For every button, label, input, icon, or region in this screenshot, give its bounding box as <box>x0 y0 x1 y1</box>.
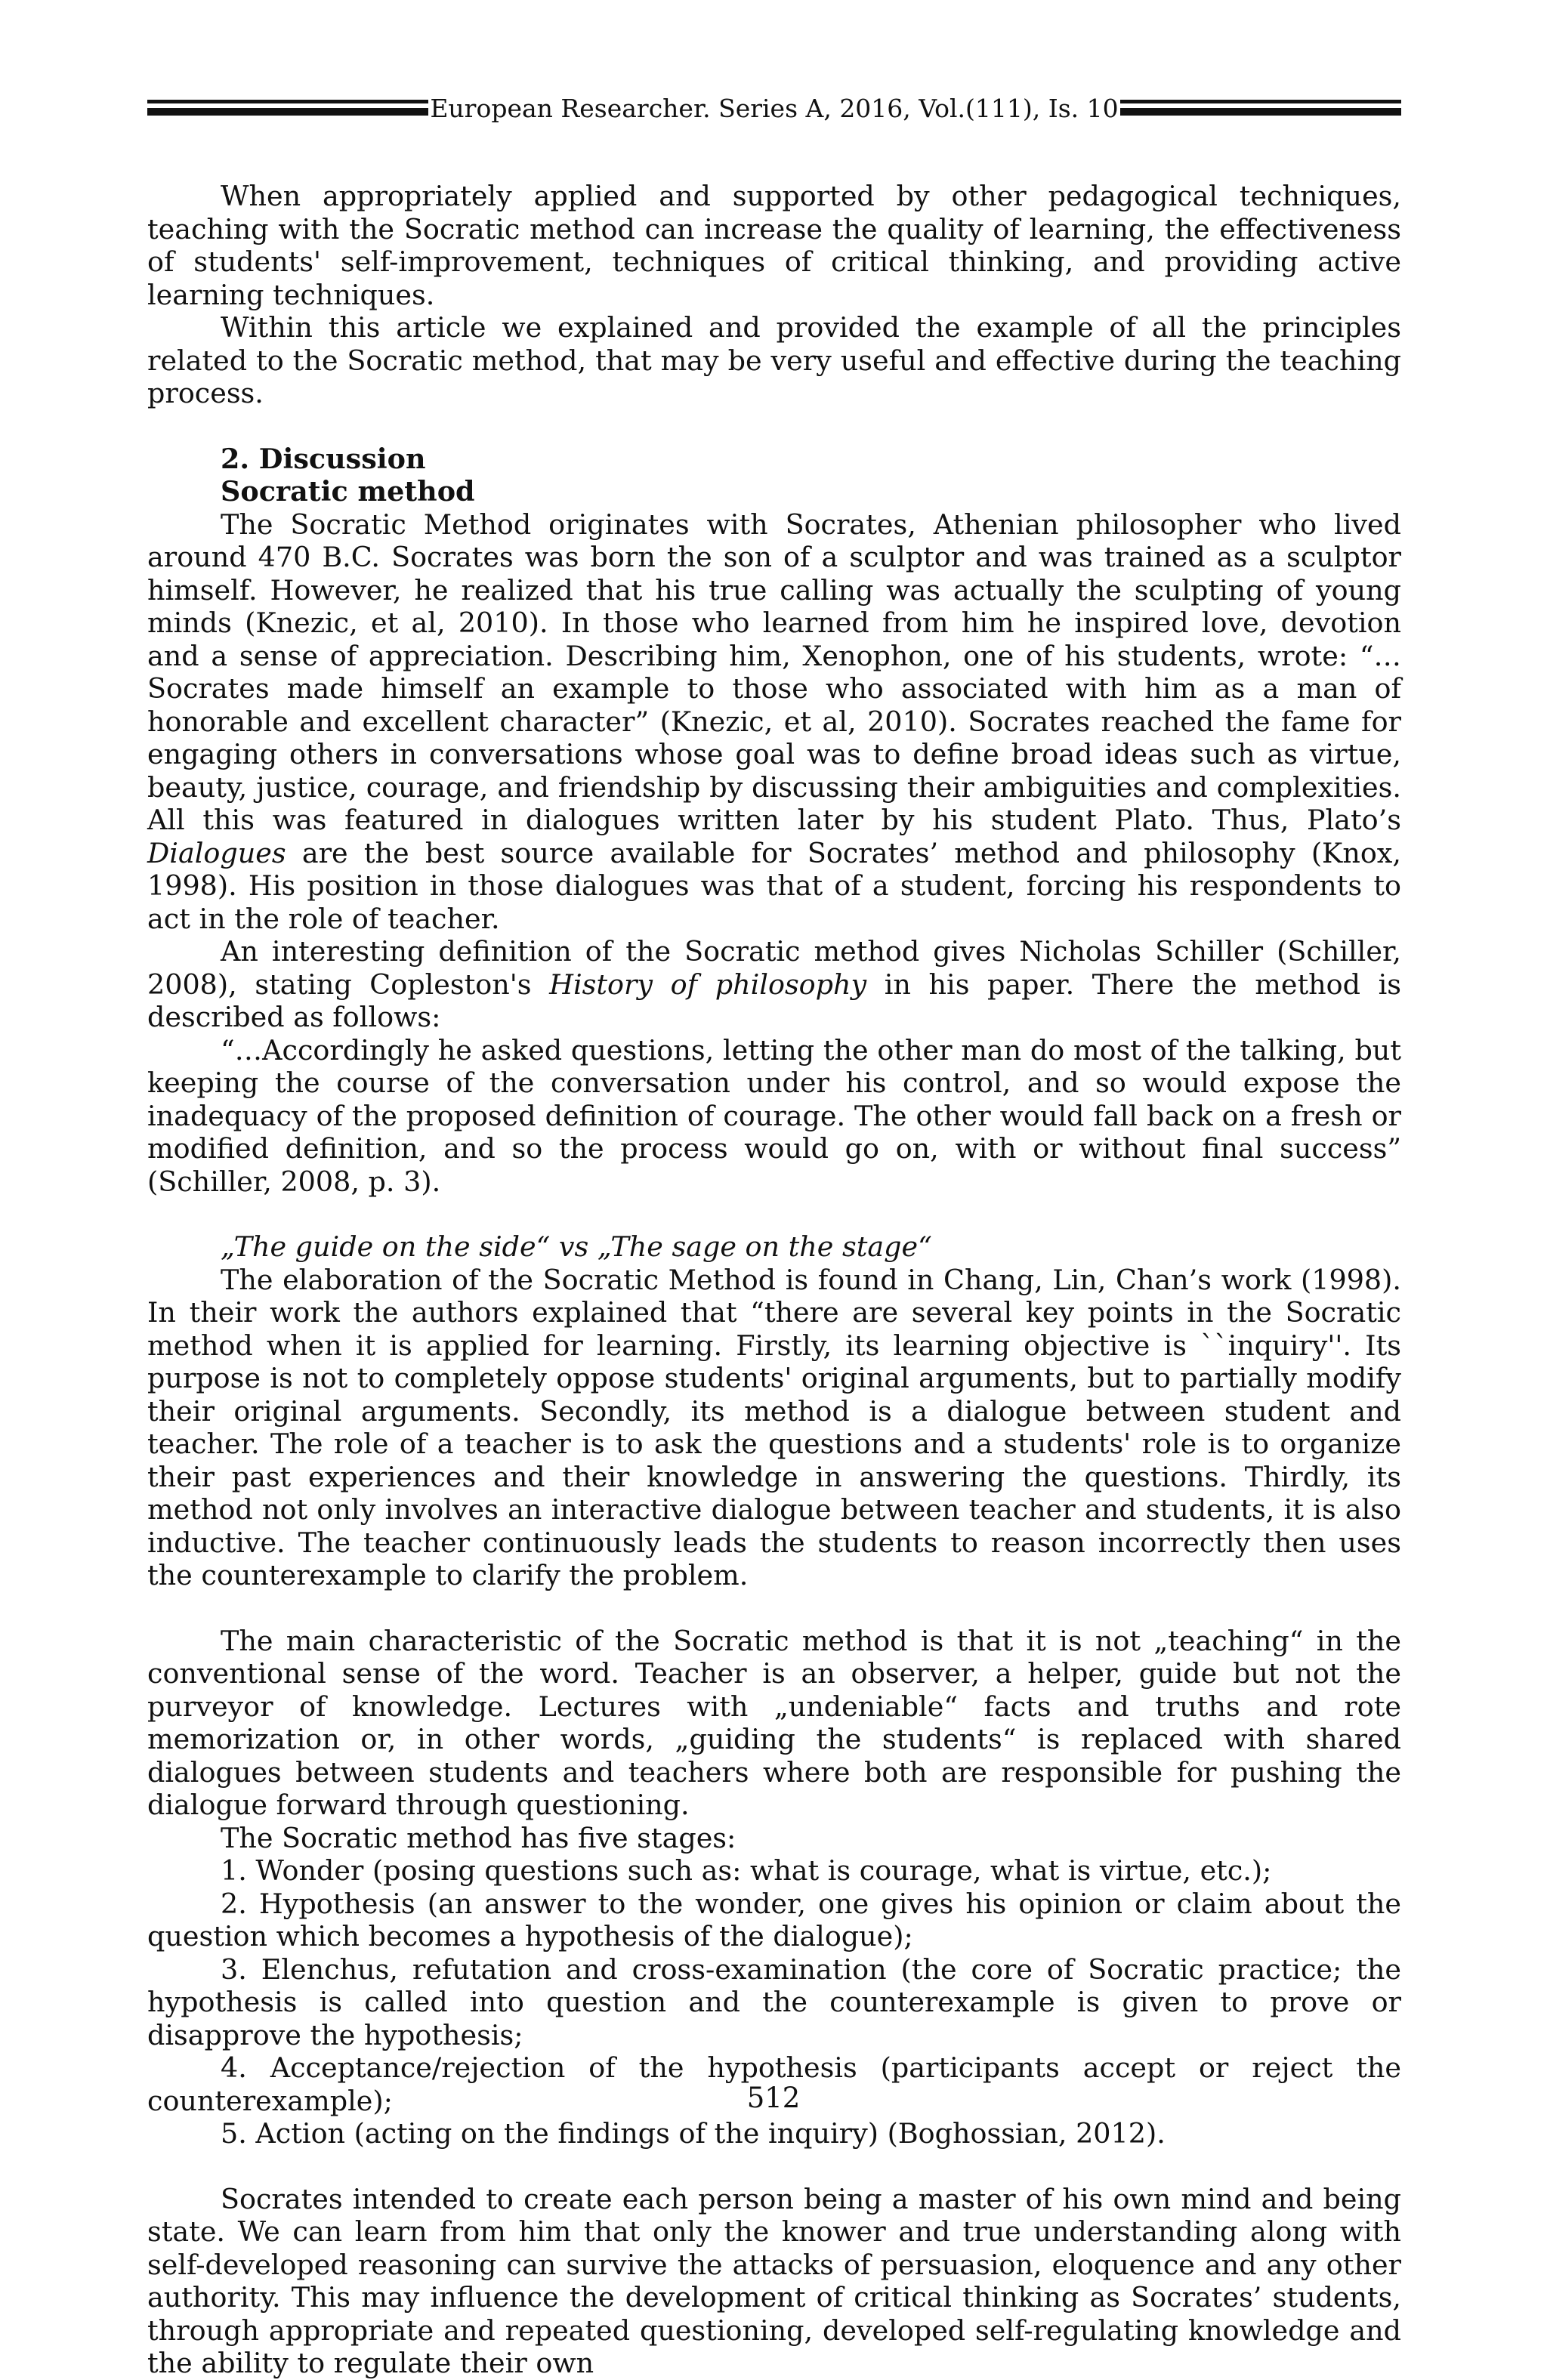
running-title: European Researcher. Series A, 2016, Vol.(111), Is. 10 <box>430 94 1119 123</box>
stage-item-1: 1. Wonder (posing questions such as: what is courage, what is virtue, etc.); <box>221 1854 1272 1887</box>
running-header <box>147 89 1401 131</box>
stage-item-5: 5. Action (acting on the findings of the inquiry) (Boghossian, 2012). <box>221 2117 1166 2150</box>
page-number: 512 <box>746 2082 801 2114</box>
intro-paragraph-1: When appropriately applied and supported by other pedagogical techniques, teaching with the Socratic method can increase the quality of learning, the effectiveness of students' self-improvement, techniques of critical thinking, and providing active learning techniques. <box>147 180 1401 311</box>
socratic-paragraph-2 <box>147 935 1401 1034</box>
stage-item-4: 4. Acceptance/rejection of the hypothesis (participants accept or reject the counterexample); <box>147 2051 1401 2117</box>
dialogues-title: Dialogues <box>147 836 286 869</box>
stage-item-3: 3. Elenchus, refutation and cross-examination (the core of Socratic practice; the hypothesis is called into question and the counterexample is given to prove or disapprove the hypothesis; <box>147 1952 1401 2051</box>
header-rule-right <box>1120 100 1401 118</box>
guide-paragraph-1: The elaboration of the Socratic Method is found in Chang, Lin, Chan’s work (1998). In their work the authors explained that “there are several key points in the Socratic method when it is applied for learning. Firstly, its learning objective is ``inquiry''. Its purpose is not to completely oppose students' original arguments, but to partially modify their original arguments. Secondly, its method is a dialogue between student and teacher. The role of a teacher is to ask the questions and a students' role is to organize their past experiences and their knowledge in answering the questions. Thirdly, its method not only involves an interactive dialogue between teacher and students, it is also inductive. The teacher continuously leads the students to reason incorrectly then uses the counterexample to clarify the problem. <box>147 1263 1401 1591</box>
stages-intro: The Socratic method has five stages: <box>221 1821 736 1854</box>
stage-item-2: 2. Hypothesis (an answer to the wonder, one gives his opinion or claim about the question which becomes a hypothesis of the dialogue); <box>147 1887 1401 1952</box>
guide-paragraph-3: Socrates intended to create each person being a master of his own mind and being state. We can learn from him that only the knower and true understanding along with self-developed reasoning can survive the attacks of persuasion, eloquence and any other authority. This may influence the development of critical thinking as Socrates’ students, through appropriate and repeated questioning, developed self-regulating knowledge and the ability to regulate their own <box>147 2182 1401 2379</box>
history-of-philosophy-title: History of philosophy <box>549 968 867 1001</box>
socratic-p2-start: An interesting definition of the Socratic method gives Nicholas Schiller (Schiller, 2008), stating Copleston's <box>147 935 1401 1001</box>
socratic-p1-text: The Socratic Method originates with Socrates, Athenian philosopher who lived around 470 B.C. Socrates was born the son of a sculptor and was trained as a sculptor himself. However, he realized that his true calling was actually the sculpting of young minds (Knezic, et al, 2010). In those who learned from him he inspired love, devotion and a sense of appreciation. Describing him, Xenophon, one of his students, wrote: “…Socrates made himself an example to those who associated with him as a man of honorable and excellent character” (Knezic, et al, 2010). Socrates reached the fame for engaging others in conversations whose goal was to define broad ideas such as virtue, beauty, justice, courage, and friendship by discussing their ambiguities and complexities. All this was featured in dialogues written later by his student Plato. Thus, Plato’s <box>147 508 1401 836</box>
socratic-p2-end: in his paper. There the method is described as follows: <box>147 968 1401 1033</box>
guide-paragraph-2: The main characteristic of the Socratic method is that it is not „teaching“ in the conventional sense of the word. Teacher is an observer, a helper, guide but not the purveyor of knowledge. Lectures with „undeniable“ facts and truths and rote memorization or, in other words, „guiding the students“ is replaced with shared dialogues between students and teachers where both are responsible for pushing the dialogue forward through questioning. <box>147 1624 1401 1821</box>
schiller-quote: “…Accordingly he asked questions, letting the other man do most of the talking, but keeping the course of the conversation under his control, and so would expose the inadequacy of the proposed definition of courage. The other would fall back on a fresh or modified definition, and so the process would go on, with or without final success” (Schiller, 2008, p. 3). <box>147 1033 1401 1198</box>
section-heading: 2. Discussion <box>221 442 426 475</box>
guide-subheading: „The guide on the side“ vs „The sage on the stage“ <box>221 1230 932 1263</box>
socratic-p1-end: are the best source available for Socrates’ method and philosophy (Knox, 1998). His position in those dialogues was that of a student, forcing his respondents to act in the role of teacher. <box>147 836 1401 935</box>
intro-paragraph-2: Within this article we explained and provided the example of all the principles related to the Socratic method, that may be very useful and effective during the teaching process. <box>147 311 1401 409</box>
article-body <box>147 180 1401 2380</box>
section-subheading: Socratic method <box>221 475 475 508</box>
socratic-paragraph-1 <box>147 508 1401 936</box>
